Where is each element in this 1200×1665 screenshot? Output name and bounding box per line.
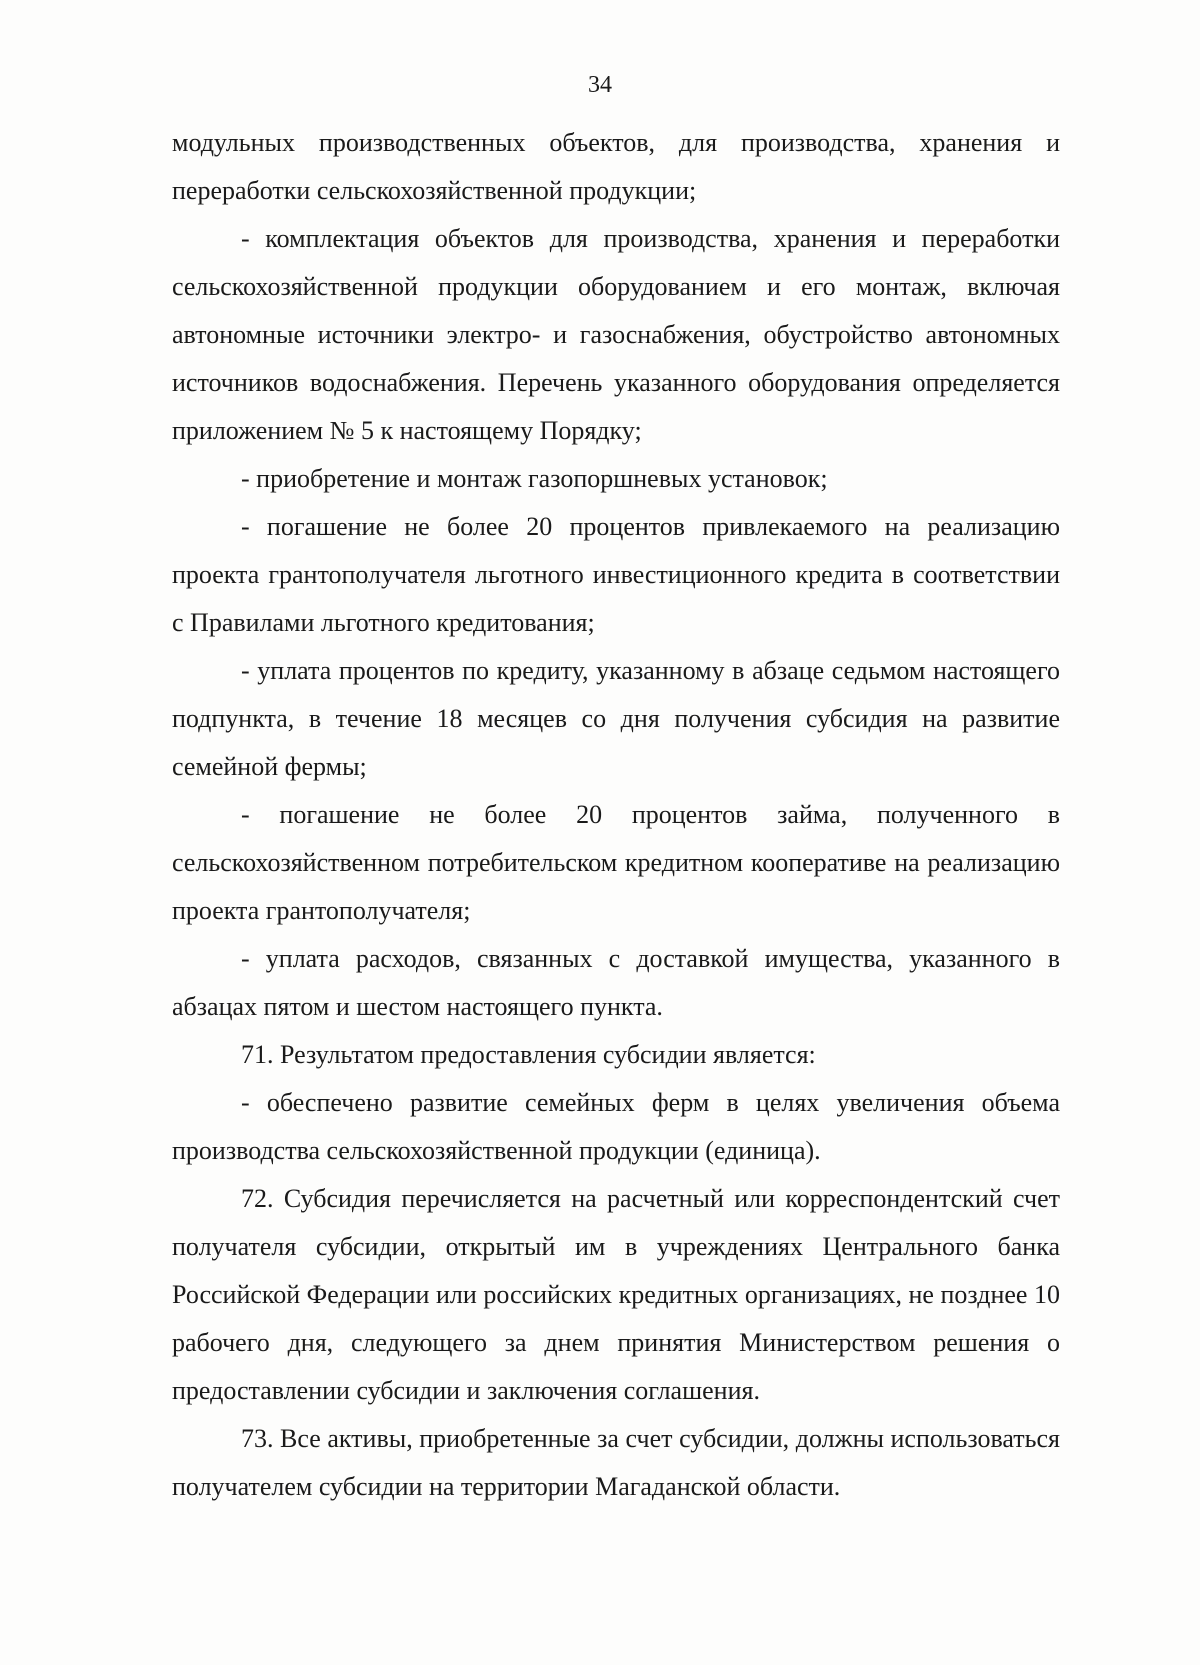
paragraph-credit-repayment: - погашение не более 20 процентов привлекаемого на реализацию проекта грантополучателя льготного инвестиционного кредита в соответствии с Правилами льготного кредитования; [172,512,1060,637]
paragraph-item-73: 73. Все активы, приобретенные за счет субсидии, должны использоваться получателем субсидии на территории Магаданской области. [172,1424,1060,1501]
paragraph-loan-repayment: - погашение не более 20 процентов займа, полученного в сельскохозяйственном потребительском кредитном кооперативе на реализацию проекта грантополучателя; [172,800,1060,925]
document-body [172,119,1060,1511]
paragraph-result: - обеспечено развитие семейных ферм в целях увеличения объема производства сельскохозяйственной продукции (единица). [172,1088,1060,1165]
paragraph-continuation: модульных производственных объектов, для производства, хранения и переработки сельскохозяйственной продукции; [172,128,1060,205]
paragraph-delivery-costs: - уплата расходов, связанных с доставкой имущества, указанного в абзацах пятом и шестом настоящего пункта. [172,944,1060,1021]
paragraph-equipment-installation: - комплектация объектов для производства, хранения и переработки сельскохозяйственной продукции оборудованием и его монтаж, включая автономные источники электро- и газоснабжения, обустройство автономных источников водоснабжения. Перечень указанного оборудования определяется приложением № 5 к настоящему Порядку; [172,224,1060,445]
paragraph-gas-piston-units: - приобретение и монтаж газопоршневых установок; [241,464,828,493]
paragraph-item-71: 71. Результатом предоставления субсидии является: [241,1040,816,1069]
paragraph-item-72: 72. Субсидия перечисляется на расчетный или корреспондентский счет получателя субсидии, открытый им в учреждениях Центрального банка Российской Федерации или российских кредитных организациях, не позднее 10 рабочего дня, следующего за днем принятия Министерством решения о предоставлении субсидии и заключения соглашения. [172,1184,1060,1405]
paragraph-interest-payment: - уплата процентов по кредиту, указанному в абзаце седьмом настоящего подпункта, в течение 18 месяцев со дня получения субсидия на развитие семейной фермы; [172,656,1060,781]
page-number: 34 [588,72,612,98]
